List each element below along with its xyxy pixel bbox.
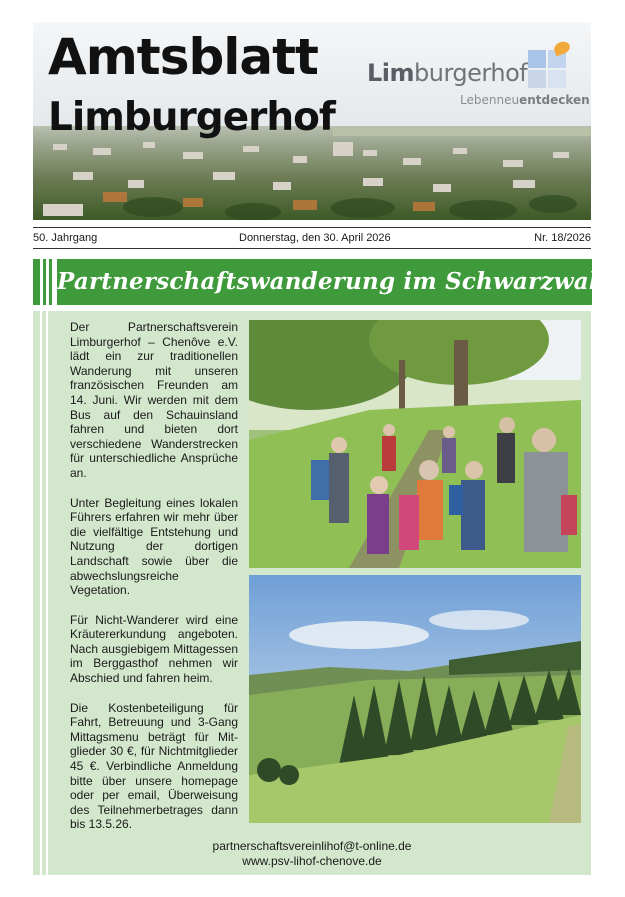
- issue-date: Donnerstag, den 30. April 2026: [239, 232, 391, 244]
- logo-tagline: Lebenneuentdecken: [460, 93, 590, 107]
- banner-stripe: [33, 259, 40, 305]
- contact-email: partnerschaftsvereinlihof@t-online.de: [212, 839, 412, 853]
- article-paragraph: Der Partnerschaftsverein Limburgerhof – Chenôve e.V. lädt ein zur traditionellen Wanderung mit unseren französischen Freunden am 14. Juni. Wir werden mit dem Bus auf den Schauinsland fahren und bieten dort verschiedene Wanderstrecken für unterschiedliche Ansprüche an.: [70, 320, 238, 480]
- contact-block: [33, 839, 591, 869]
- divider-top: [33, 227, 591, 228]
- article-body: [70, 320, 238, 847]
- divider-bottom: [33, 248, 591, 249]
- article-paragraph: Für Nicht-Wanderer wird eine Kräutererkundung angeboten. Nach ausgiebigem Mittagessen im Berggasthof nehmen wir Abschied und fahren heim.: [70, 612, 238, 686]
- article-paragraph: Die Kostenbeteiligung für Fahrt, Betreuung und 3-Gang Mittagsmenu beträgt für Mitglieder 30 €, für Nichtmitglieder 45 €. Verbindliche Anmeldung bitte über unsere homepage oder per email, Überweisung des Teilnehmerbetrages dann bis 13.5.26.: [70, 700, 238, 832]
- banner-stripe: [43, 259, 46, 305]
- issue-number: Nr. 18/2026: [534, 232, 591, 244]
- masthead: [33, 22, 591, 220]
- article-paragraph: Unter Begleitung eines lokalen Führers erfahren wir mehr über die vielfältige Entstehung und Nutzung der dortigen Landschaft sowie über die abwechslungsreiche Vegetation.: [70, 495, 238, 598]
- hiking-group-photo: [249, 320, 581, 568]
- article-headline: Partnerschaftswanderung im Schwarzwald: [57, 259, 592, 305]
- banner-stripe: [49, 259, 52, 305]
- limburgerhof-logo-icon: [528, 42, 574, 94]
- masthead-title-amtsblatt: Amtsblatt: [48, 28, 318, 86]
- masthead-title-limburgerhof: Limburgerhof: [48, 95, 335, 140]
- black-forest-landscape-photo: [249, 575, 581, 823]
- panel-stripes: [33, 311, 49, 875]
- logo-wordmark: Limburgerhof: [367, 59, 528, 87]
- volume-text: 50. Jahrgang: [33, 232, 98, 244]
- contact-website: www.psv-lihof-chenove.de: [242, 854, 382, 868]
